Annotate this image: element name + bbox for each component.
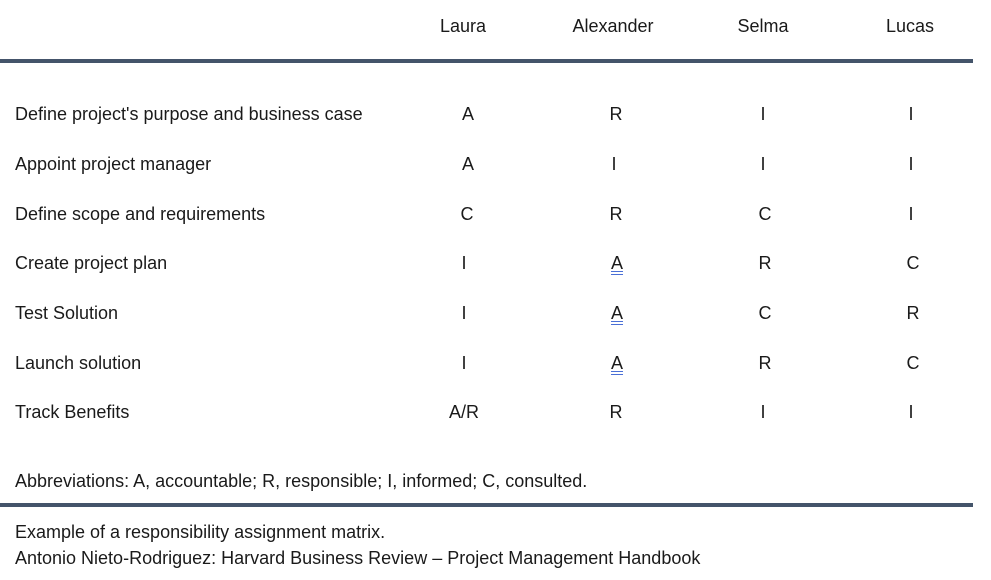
row-cell: C — [906, 353, 920, 373]
row-task-label: Define scope and requirements — [15, 204, 266, 224]
row-cell: I — [760, 104, 766, 124]
footer-divider — [0, 503, 973, 507]
row-cell: R — [609, 204, 623, 224]
abbreviations-note: Abbreviations: A, accountable; R, responsible; I, informed; C, consulted. — [15, 471, 588, 491]
row-cell: C — [906, 253, 920, 273]
column-header-laura: Laura — [439, 16, 487, 36]
row-cell: I — [461, 353, 467, 373]
row-cell: A/R — [448, 402, 480, 422]
row-cell: I — [760, 154, 766, 174]
row-cell: I — [461, 253, 467, 273]
row-task-label: Appoint project manager — [15, 154, 212, 174]
row-cell-spellcheck: A — [610, 253, 624, 273]
row-task-label: Test Solution — [15, 303, 119, 323]
row-cell: R — [758, 253, 772, 273]
column-header-lucas: Lucas — [885, 16, 935, 36]
header-divider — [0, 59, 973, 63]
row-cell: C — [758, 204, 772, 224]
row-cell: I — [908, 402, 914, 422]
row-cell: R — [609, 104, 623, 124]
row-task-label: Define project's purpose and business case — [15, 104, 363, 124]
row-cell: C — [460, 204, 474, 224]
column-header-selma: Selma — [737, 16, 789, 36]
row-task-label: Launch solution — [15, 353, 142, 373]
row-task-label: Track Benefits — [15, 402, 130, 422]
caption-title: Example of a responsibility assignment matrix. — [15, 522, 386, 542]
row-cell: A — [461, 104, 475, 124]
row-cell: C — [758, 303, 772, 323]
row-cell: I — [760, 402, 766, 422]
row-cell: A — [461, 154, 475, 174]
column-header-alexander: Alexander — [572, 16, 654, 36]
row-cell: R — [609, 402, 623, 422]
row-cell: I — [908, 204, 914, 224]
row-cell-spellcheck: A — [610, 353, 624, 373]
row-cell-spellcheck: A — [610, 303, 624, 323]
row-cell: I — [908, 154, 914, 174]
row-cell: I — [908, 104, 914, 124]
row-task-label: Create project plan — [15, 253, 168, 273]
row-cell: I — [461, 303, 467, 323]
caption-source: Antonio Nieto-Rodriguez: Harvard Business Review – Project Management Handbook — [15, 548, 701, 568]
row-cell: R — [906, 303, 920, 323]
row-cell: I — [611, 154, 617, 174]
row-cell: R — [758, 353, 772, 373]
